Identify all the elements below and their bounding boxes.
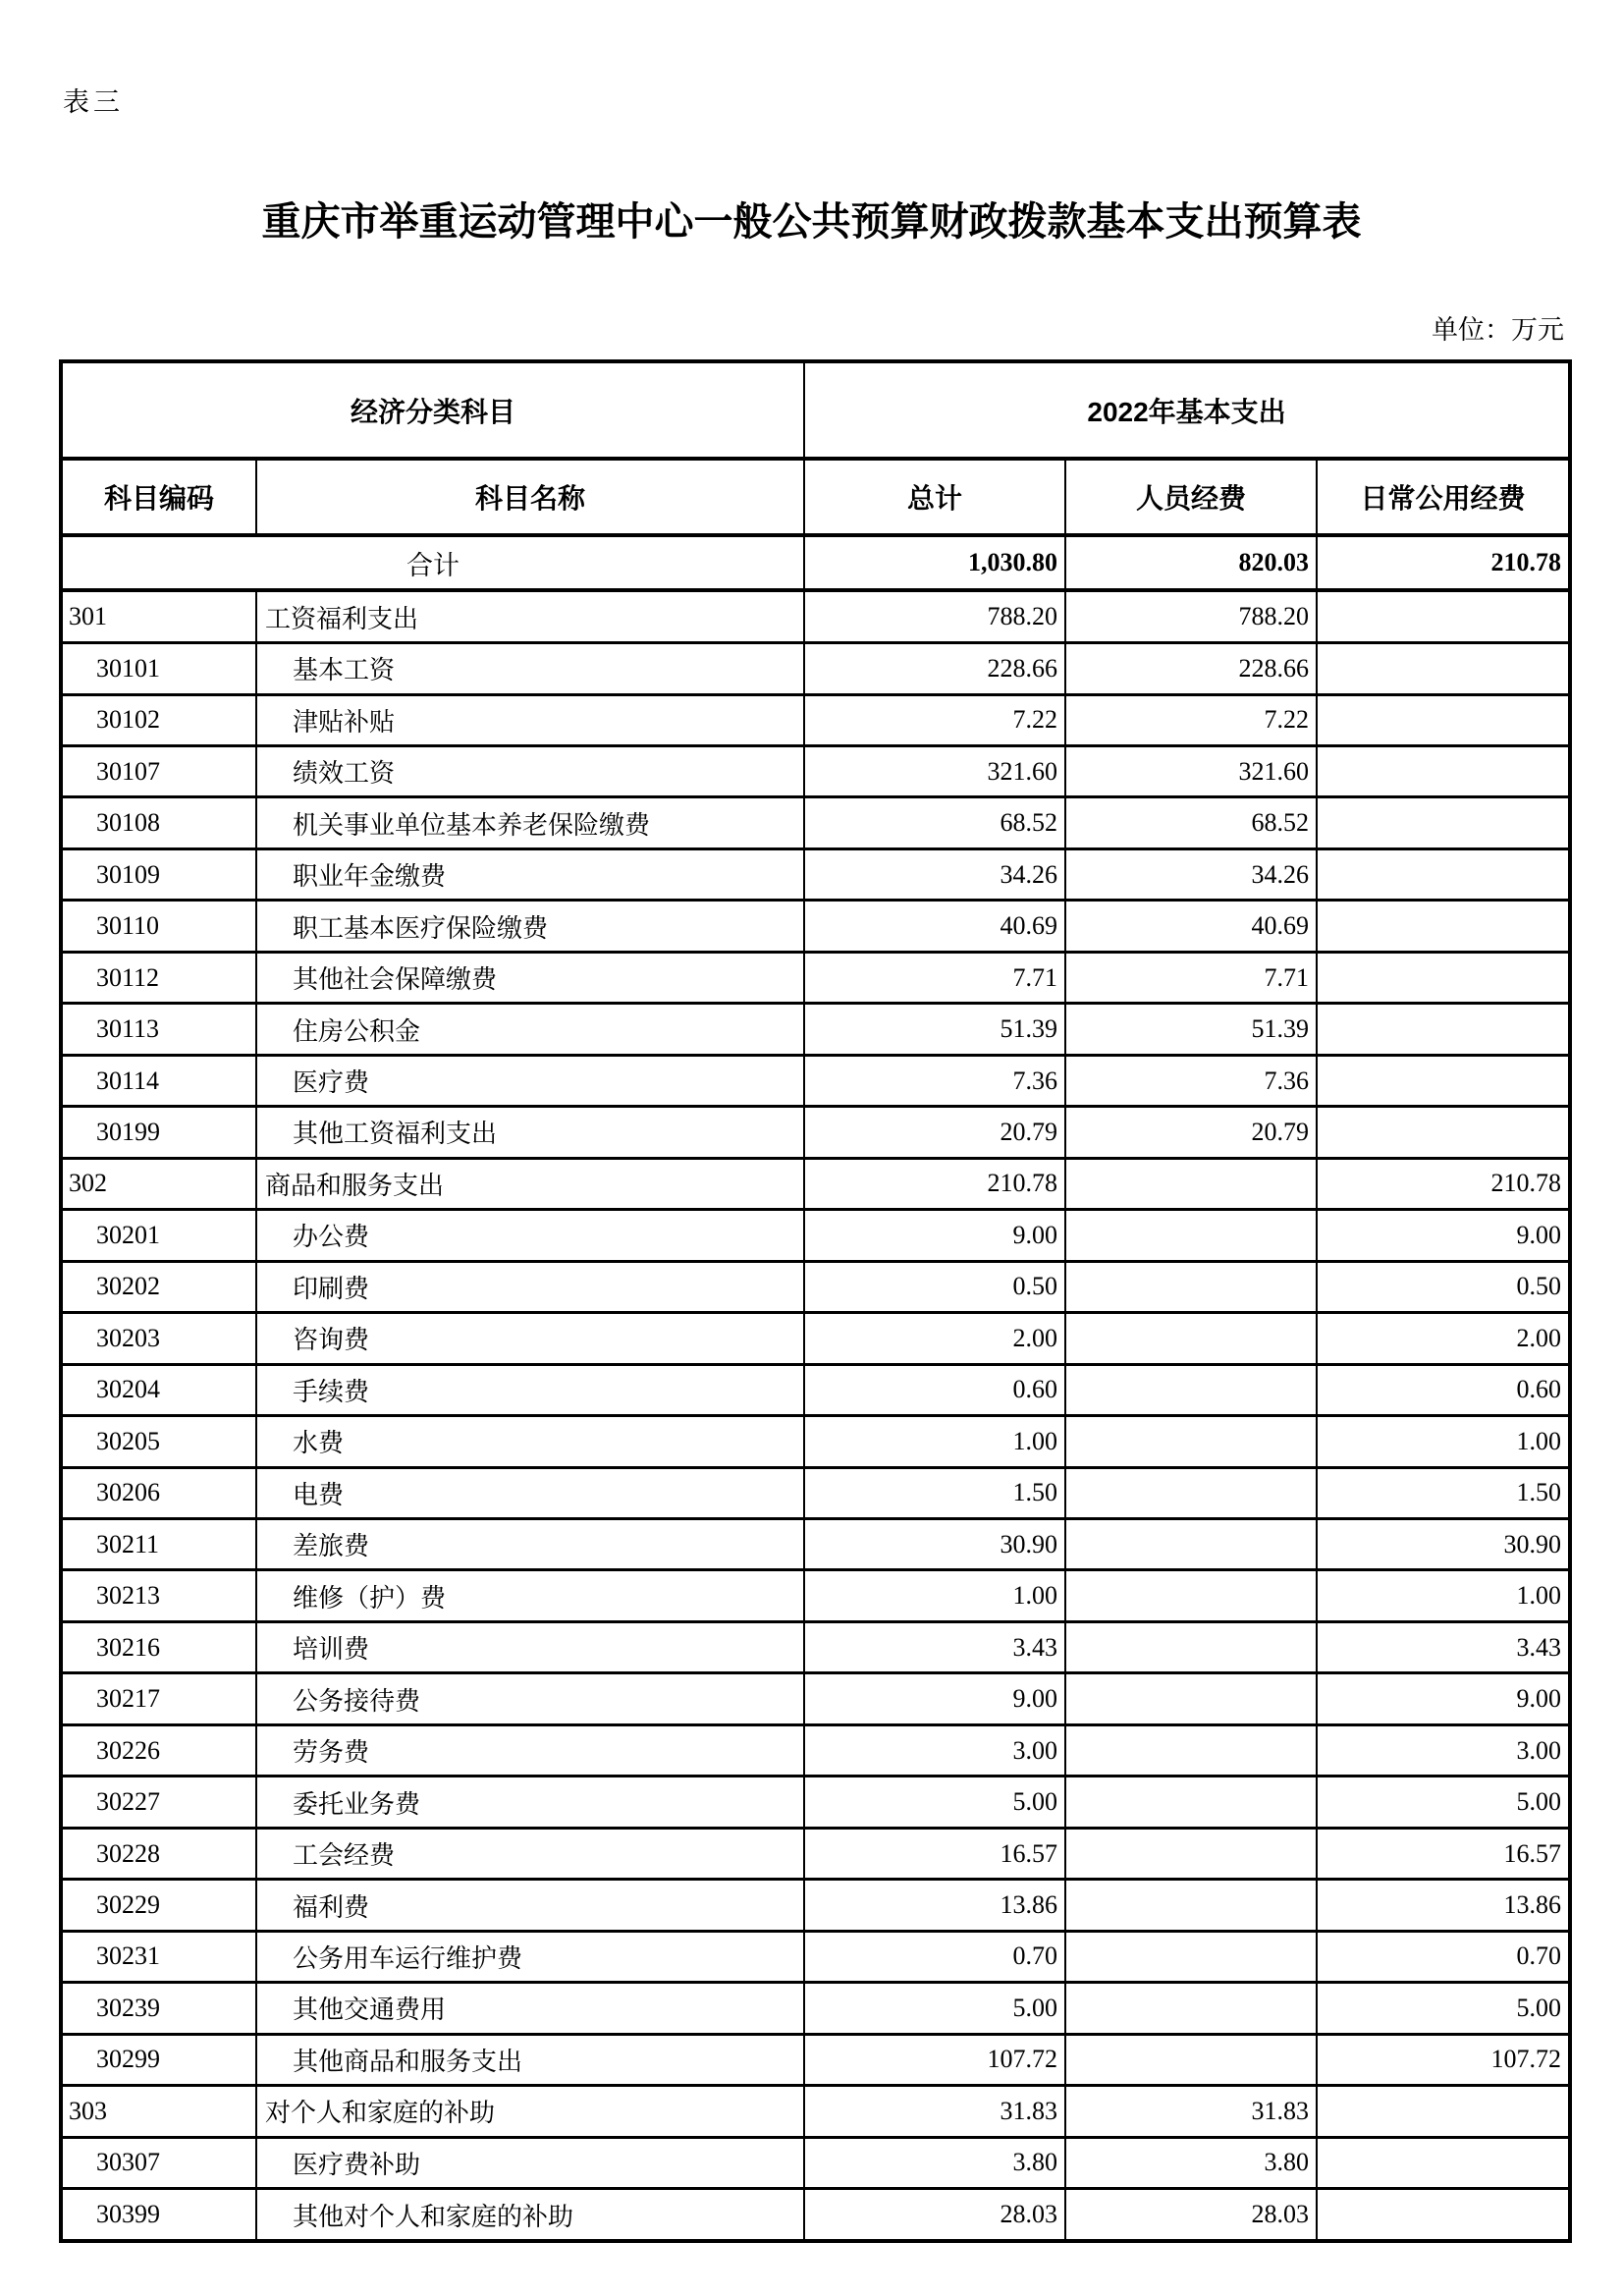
daily-value-cell: 3.43 bbox=[1317, 1621, 1570, 1672]
table-row bbox=[61, 643, 1570, 694]
grand-total-row bbox=[61, 535, 1570, 590]
daily-value-cell bbox=[1317, 2086, 1570, 2137]
daily-value-cell: 9.00 bbox=[1317, 1210, 1570, 1261]
subject-name-cell: 绩效工资 bbox=[256, 745, 804, 796]
table-row bbox=[61, 1107, 1570, 1158]
subject-code-cell: 30114 bbox=[61, 1055, 256, 1106]
table-row bbox=[61, 1724, 1570, 1776]
table-row bbox=[61, 1261, 1570, 1312]
subject-code-cell: 30307 bbox=[61, 2137, 256, 2188]
subject-name-cell: 其他对个人和家庭的补助 bbox=[256, 2189, 804, 2241]
subject-code-cell: 30113 bbox=[61, 1004, 256, 1055]
daily-value-cell bbox=[1317, 1004, 1570, 1055]
table-row bbox=[61, 1673, 1570, 1724]
subject-name-cell: 医疗费补助 bbox=[256, 2137, 804, 2188]
subject-name-cell: 其他工资福利支出 bbox=[256, 1107, 804, 1158]
subject-name-cell: 福利费 bbox=[256, 1880, 804, 1931]
subject-code-cell: 30102 bbox=[61, 694, 256, 745]
personnel-value-cell: 3.80 bbox=[1065, 2137, 1317, 2188]
total-value-cell: 3.43 bbox=[804, 1621, 1065, 1672]
daily-value-cell: 2.00 bbox=[1317, 1313, 1570, 1364]
subject-name-cell: 手续费 bbox=[256, 1364, 804, 1415]
subject-code-cell: 30109 bbox=[61, 848, 256, 900]
subject-code-cell: 30227 bbox=[61, 1777, 256, 1828]
daily-value-cell bbox=[1317, 694, 1570, 745]
table-row bbox=[61, 1983, 1570, 2034]
subject-name-cell: 对个人和家庭的补助 bbox=[256, 2086, 804, 2137]
personnel-value-cell: 7.71 bbox=[1065, 952, 1317, 1003]
table-row bbox=[61, 1004, 1570, 1055]
subject-code-cell: 30216 bbox=[61, 1621, 256, 1672]
subject-name-cell: 其他交通费用 bbox=[256, 1983, 804, 2034]
subject-name-cell: 机关事业单位基本养老保险缴费 bbox=[256, 797, 804, 848]
table-row bbox=[61, 2189, 1570, 2241]
subject-name-cell: 委托业务费 bbox=[256, 1777, 804, 1828]
column-header-subject-code: 科目编码 bbox=[61, 459, 256, 535]
personnel-value-cell bbox=[1065, 1261, 1317, 1312]
grand-total-personnel-value: 820.03 bbox=[1065, 535, 1317, 590]
table-row bbox=[61, 1828, 1570, 1879]
personnel-value-cell: 7.22 bbox=[1065, 694, 1317, 745]
table-row bbox=[61, 952, 1570, 1003]
subject-code-cell: 30211 bbox=[61, 1519, 256, 1570]
subject-name-cell: 公务接待费 bbox=[256, 1673, 804, 1724]
subject-name-cell: 培训费 bbox=[256, 1621, 804, 1672]
subject-name-cell: 职业年金缴费 bbox=[256, 848, 804, 900]
personnel-value-cell bbox=[1065, 1828, 1317, 1879]
subject-name-cell: 差旅费 bbox=[256, 1519, 804, 1570]
header-group-row bbox=[61, 361, 1570, 459]
subject-code-cell: 30226 bbox=[61, 1724, 256, 1776]
personnel-value-cell: 34.26 bbox=[1065, 848, 1317, 900]
subject-name-cell: 水费 bbox=[256, 1416, 804, 1467]
subject-code-cell: 30203 bbox=[61, 1313, 256, 1364]
subject-name-cell: 办公费 bbox=[256, 1210, 804, 1261]
personnel-value-cell bbox=[1065, 1724, 1317, 1776]
subject-code-cell: 303 bbox=[61, 2086, 256, 2137]
subject-code-cell: 30231 bbox=[61, 1931, 256, 1982]
subject-code-cell: 30101 bbox=[61, 643, 256, 694]
personnel-value-cell: 788.20 bbox=[1065, 590, 1317, 642]
budget-table bbox=[59, 359, 1572, 2243]
table-row bbox=[61, 1931, 1570, 1982]
subject-code-cell: 30110 bbox=[61, 901, 256, 952]
total-value-cell: 7.71 bbox=[804, 952, 1065, 1003]
daily-value-cell: 3.00 bbox=[1317, 1724, 1570, 1776]
column-header-personnel-expense: 人员经费 bbox=[1065, 459, 1317, 535]
table-row bbox=[61, 1416, 1570, 1467]
daily-value-cell: 16.57 bbox=[1317, 1828, 1570, 1879]
daily-value-cell bbox=[1317, 952, 1570, 1003]
personnel-value-cell bbox=[1065, 2034, 1317, 2085]
table-row bbox=[61, 1313, 1570, 1364]
daily-value-cell: 9.00 bbox=[1317, 1673, 1570, 1724]
subject-name-cell: 咨询费 bbox=[256, 1313, 804, 1364]
total-value-cell: 68.52 bbox=[804, 797, 1065, 848]
daily-value-cell bbox=[1317, 2137, 1570, 2188]
total-value-cell: 31.83 bbox=[804, 2086, 1065, 2137]
page-title: 重庆市举重运动管理中心一般公共预算财政拨款基本支出预算表 bbox=[261, 199, 1362, 244]
column-header-daily-public-expense: 日常公用经费 bbox=[1317, 459, 1570, 535]
subject-name-cell: 基本工资 bbox=[256, 643, 804, 694]
subject-name-cell: 电费 bbox=[256, 1467, 804, 1518]
total-value-cell: 30.90 bbox=[804, 1519, 1065, 1570]
daily-value-cell bbox=[1317, 2189, 1570, 2241]
grand-total-label: 合计 bbox=[61, 535, 804, 590]
table-row bbox=[61, 2137, 1570, 2188]
personnel-value-cell: 7.36 bbox=[1065, 1055, 1317, 1106]
subject-name-cell: 其他社会保障缴费 bbox=[256, 952, 804, 1003]
daily-value-cell: 5.00 bbox=[1317, 1777, 1570, 1828]
table-row bbox=[61, 1621, 1570, 1672]
subject-code-cell: 301 bbox=[61, 590, 256, 642]
table-row bbox=[61, 1519, 1570, 1570]
daily-value-cell: 107.72 bbox=[1317, 2034, 1570, 2085]
table-row bbox=[61, 590, 1570, 642]
subject-code-cell: 302 bbox=[61, 1158, 256, 1209]
grand-total-daily-value: 210.78 bbox=[1317, 535, 1570, 590]
subject-name-cell: 住房公积金 bbox=[256, 1004, 804, 1055]
table-row bbox=[61, 694, 1570, 745]
total-value-cell: 34.26 bbox=[804, 848, 1065, 900]
daily-value-cell bbox=[1317, 643, 1570, 694]
subject-code-cell: 30206 bbox=[61, 1467, 256, 1518]
total-value-cell: 3.80 bbox=[804, 2137, 1065, 2188]
total-value-cell: 107.72 bbox=[804, 2034, 1065, 2085]
total-value-cell: 0.50 bbox=[804, 1261, 1065, 1312]
subject-name-cell: 商品和服务支出 bbox=[256, 1158, 804, 1209]
personnel-value-cell: 228.66 bbox=[1065, 643, 1317, 694]
daily-value-cell: 0.60 bbox=[1317, 1364, 1570, 1415]
daily-value-cell: 210.78 bbox=[1317, 1158, 1570, 1209]
daily-value-cell: 0.50 bbox=[1317, 1261, 1570, 1312]
total-value-cell: 5.00 bbox=[804, 1983, 1065, 2034]
table-row bbox=[61, 2034, 1570, 2085]
table-row bbox=[61, 797, 1570, 848]
subject-code-cell: 30112 bbox=[61, 952, 256, 1003]
daily-value-cell bbox=[1317, 901, 1570, 952]
personnel-value-cell bbox=[1065, 1880, 1317, 1931]
subject-code-cell: 30204 bbox=[61, 1364, 256, 1415]
total-value-cell: 9.00 bbox=[804, 1673, 1065, 1724]
subject-name-cell: 工资福利支出 bbox=[256, 590, 804, 642]
total-value-cell: 3.00 bbox=[804, 1724, 1065, 1776]
total-value-cell: 13.86 bbox=[804, 1880, 1065, 1931]
personnel-value-cell bbox=[1065, 1364, 1317, 1415]
total-value-cell: 228.66 bbox=[804, 643, 1065, 694]
column-header-total: 总计 bbox=[804, 459, 1065, 535]
daily-value-cell: 1.50 bbox=[1317, 1467, 1570, 1518]
personnel-value-cell bbox=[1065, 1467, 1317, 1518]
subject-code-cell: 30205 bbox=[61, 1416, 256, 1467]
subject-name-cell: 其他商品和服务支出 bbox=[256, 2034, 804, 2085]
personnel-value-cell: 20.79 bbox=[1065, 1107, 1317, 1158]
subject-code-cell: 30107 bbox=[61, 745, 256, 796]
total-value-cell: 0.60 bbox=[804, 1364, 1065, 1415]
daily-value-cell bbox=[1317, 797, 1570, 848]
subject-name-cell: 劳务费 bbox=[256, 1724, 804, 1776]
header-2022-basic-expenditure: 2022年基本支出 bbox=[804, 361, 1570, 459]
personnel-value-cell: 321.60 bbox=[1065, 745, 1317, 796]
personnel-value-cell bbox=[1065, 1931, 1317, 1982]
subject-name-cell: 公务用车运行维护费 bbox=[256, 1931, 804, 1982]
subject-code-cell: 30239 bbox=[61, 1983, 256, 2034]
personnel-value-cell bbox=[1065, 1519, 1317, 1570]
subject-code-cell: 30201 bbox=[61, 1210, 256, 1261]
subject-name-cell: 印刷费 bbox=[256, 1261, 804, 1312]
unit-note: 单位：万元 bbox=[1432, 315, 1564, 345]
daily-value-cell bbox=[1317, 590, 1570, 642]
table-row bbox=[61, 1055, 1570, 1106]
table-row bbox=[61, 901, 1570, 952]
subject-name-cell: 医疗费 bbox=[256, 1055, 804, 1106]
table-row bbox=[61, 1158, 1570, 1209]
personnel-value-cell: 31.83 bbox=[1065, 2086, 1317, 2137]
table-row bbox=[61, 1880, 1570, 1931]
subject-name-cell: 维修（护）费 bbox=[256, 1570, 804, 1621]
table-label: 表三 bbox=[63, 87, 124, 117]
daily-value-cell bbox=[1317, 848, 1570, 900]
personnel-value-cell bbox=[1065, 1673, 1317, 1724]
personnel-value-cell bbox=[1065, 1158, 1317, 1209]
table-row bbox=[61, 1210, 1570, 1261]
personnel-value-cell bbox=[1065, 1621, 1317, 1672]
personnel-value-cell bbox=[1065, 1416, 1317, 1467]
grand-total-value: 1,030.80 bbox=[804, 535, 1065, 590]
personnel-value-cell bbox=[1065, 1210, 1317, 1261]
daily-value-cell bbox=[1317, 1055, 1570, 1106]
subject-code-cell: 30213 bbox=[61, 1570, 256, 1621]
total-value-cell: 51.39 bbox=[804, 1004, 1065, 1055]
subject-code-cell: 30199 bbox=[61, 1107, 256, 1158]
personnel-value-cell: 28.03 bbox=[1065, 2189, 1317, 2241]
subject-code-cell: 30217 bbox=[61, 1673, 256, 1724]
subject-name-cell: 职工基本医疗保险缴费 bbox=[256, 901, 804, 952]
personnel-value-cell: 40.69 bbox=[1065, 901, 1317, 952]
personnel-value-cell bbox=[1065, 1777, 1317, 1828]
personnel-value-cell: 51.39 bbox=[1065, 1004, 1317, 1055]
table-row bbox=[61, 1777, 1570, 1828]
total-value-cell: 5.00 bbox=[804, 1777, 1065, 1828]
daily-value-cell: 30.90 bbox=[1317, 1519, 1570, 1570]
daily-value-cell: 5.00 bbox=[1317, 1983, 1570, 2034]
total-value-cell: 1.00 bbox=[804, 1570, 1065, 1621]
total-value-cell: 788.20 bbox=[804, 590, 1065, 642]
subject-code-cell: 30202 bbox=[61, 1261, 256, 1312]
column-header-subject-name: 科目名称 bbox=[256, 459, 804, 535]
total-value-cell: 210.78 bbox=[804, 1158, 1065, 1209]
table-row bbox=[61, 848, 1570, 900]
table-row bbox=[61, 1364, 1570, 1415]
personnel-value-cell bbox=[1065, 1570, 1317, 1621]
subject-code-cell: 30399 bbox=[61, 2189, 256, 2241]
daily-value-cell: 13.86 bbox=[1317, 1880, 1570, 1931]
total-value-cell: 40.69 bbox=[804, 901, 1065, 952]
total-value-cell: 9.00 bbox=[804, 1210, 1065, 1261]
daily-value-cell: 1.00 bbox=[1317, 1570, 1570, 1621]
subject-code-cell: 30108 bbox=[61, 797, 256, 848]
table-body bbox=[61, 535, 1570, 2241]
table-row bbox=[61, 2086, 1570, 2137]
total-value-cell: 16.57 bbox=[804, 1828, 1065, 1879]
daily-value-cell bbox=[1317, 745, 1570, 796]
header-economic-classification: 经济分类科目 bbox=[61, 361, 804, 459]
total-value-cell: 20.79 bbox=[804, 1107, 1065, 1158]
subject-name-cell: 工会经费 bbox=[256, 1828, 804, 1879]
daily-value-cell: 0.70 bbox=[1317, 1931, 1570, 1982]
total-value-cell: 1.50 bbox=[804, 1467, 1065, 1518]
total-value-cell: 1.00 bbox=[804, 1416, 1065, 1467]
total-value-cell: 2.00 bbox=[804, 1313, 1065, 1364]
daily-value-cell: 1.00 bbox=[1317, 1416, 1570, 1467]
table-row bbox=[61, 1467, 1570, 1518]
total-value-cell: 7.36 bbox=[804, 1055, 1065, 1106]
subject-code-cell: 30299 bbox=[61, 2034, 256, 2085]
personnel-value-cell bbox=[1065, 1983, 1317, 2034]
total-value-cell: 0.70 bbox=[804, 1931, 1065, 1982]
subject-code-cell: 30228 bbox=[61, 1828, 256, 1879]
personnel-value-cell: 68.52 bbox=[1065, 797, 1317, 848]
subject-code-cell: 30229 bbox=[61, 1880, 256, 1931]
subject-name-cell: 津贴补贴 bbox=[256, 694, 804, 745]
header-columns-row bbox=[61, 459, 1570, 535]
table-row bbox=[61, 745, 1570, 796]
total-value-cell: 7.22 bbox=[804, 694, 1065, 745]
personnel-value-cell bbox=[1065, 1313, 1317, 1364]
daily-value-cell bbox=[1317, 1107, 1570, 1158]
total-value-cell: 28.03 bbox=[804, 2189, 1065, 2241]
table-row bbox=[61, 1570, 1570, 1621]
total-value-cell: 321.60 bbox=[804, 745, 1065, 796]
